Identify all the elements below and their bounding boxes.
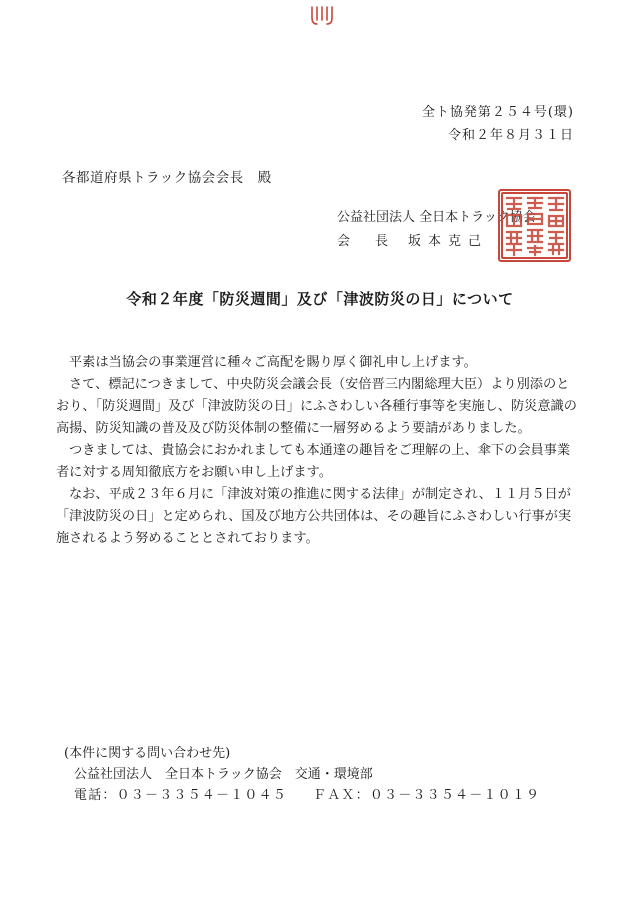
letter-body xyxy=(56,352,596,550)
sender-organization: 公益社団法人 全日本トラック協会 xyxy=(337,210,536,225)
contact-phone-line xyxy=(74,785,540,806)
contact-organization: 公益社団法人 全日本トラック協会 交通・環境部 xyxy=(74,767,373,782)
body-line: 高揚、防災知識の普及及び防災体制の整備に一層努めるよう要請がありました。 xyxy=(56,421,531,436)
document-date: 令和２年８月３１日 xyxy=(447,128,574,143)
contact-fax: ＦＡＸ：０３－３３５４－１０１９ xyxy=(313,788,541,803)
contact-tel: 電話：０３－３３５４－１０４５ xyxy=(74,788,288,803)
official-seal-icon xyxy=(497,188,572,263)
body-line: 「津波防災の日」と定められ、国及び地方公共団体は、その趣旨にふさわしい行事が実 xyxy=(56,509,572,524)
body-line: 平素は当協会の事業運営に種々ご高配を賜り厚く御礼申し上げます。 xyxy=(69,355,477,370)
contact-info xyxy=(58,743,540,806)
sender-title: 会 長 xyxy=(337,234,395,249)
binding-mark-icon xyxy=(309,4,335,34)
body-line: おり、「防災週間」及び「津波防災の日」にふさわしい各種行事等を実施し、防災意識の xyxy=(56,399,577,414)
body-line: 者に対する周知徹底方をお願い申し上げます。 xyxy=(56,465,332,480)
body-line: さて、標記につきまして、中央防災会議会長（安倍晋三内閣総理大臣）より別添のと xyxy=(69,377,570,392)
document-number: 全ト協発第２５４号(環) xyxy=(421,105,574,120)
contact-heading: (本件に関する問い合わせ先) xyxy=(64,746,231,761)
body-line: つきましては、貴協会におかれましても本通達の趣旨をご理解の上、傘下の会員事業 xyxy=(69,443,571,458)
subject-heading: 令和２年度「防災週間」及び「津波防災の日」について xyxy=(126,290,514,308)
body-line: 施されるよう努めることとされております。 xyxy=(56,531,319,546)
sender-name: 坂本克己 xyxy=(408,234,489,249)
addressee: 各都道府県トラック協会会長 殿 xyxy=(62,170,272,186)
body-line: なお、平成２３年６月に「津波対策の推進に関する法律」が制定され、１１月５日が xyxy=(69,487,571,502)
